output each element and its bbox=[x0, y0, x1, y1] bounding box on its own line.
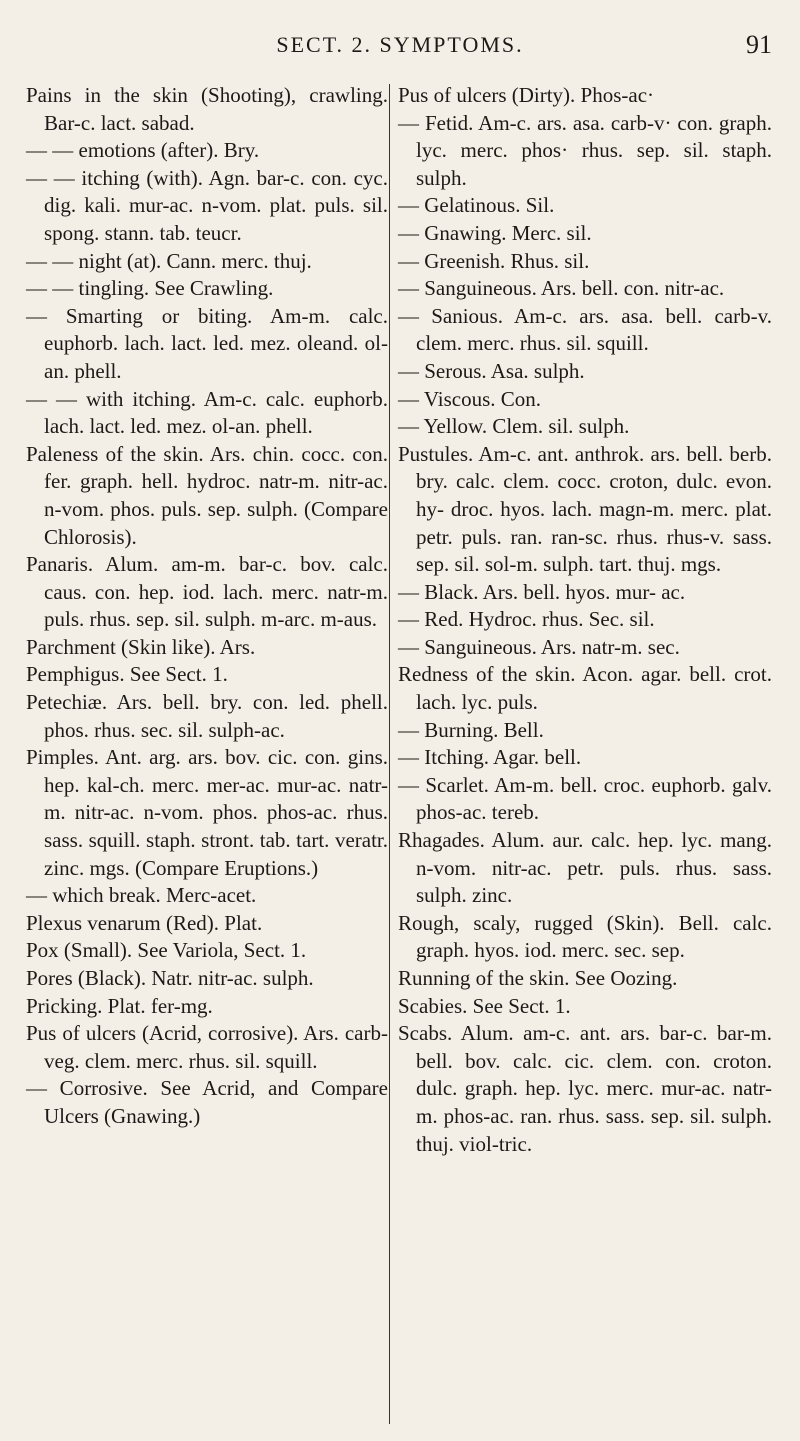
entry: — — itching (with). Agn. bar-c. con. cyc. dig. kali. mur-ac. n-vom. plat. puls. sil. spong. stann. tab. teucr. bbox=[26, 165, 388, 245]
column-divider bbox=[389, 84, 390, 1424]
entry: Scabs. Alum. am-c. ant. ars. bar-c. bar-m. bell. bov. calc. cic. clem. con. croton. dulc. graph. hep. lyc. merc. mur-ac. natr-m. phos-ac. ran. rhus. sass. sep. sil. sulph. thuj. viol-tric. bbox=[398, 1021, 772, 1156]
entry: — Gnawing. Merc. sil. bbox=[398, 220, 592, 245]
entry: Rough, scaly, rugged (Skin). Bell. calc. graph. hyos. iod. merc. sec. sep. bbox=[398, 910, 772, 963]
entry: — Gelatinous. Sil. bbox=[398, 193, 555, 218]
entry: Petechiæ. Ars. bell. bry. con. led. phell. phos. rhus. sec. sil. sulph-ac. bbox=[26, 690, 388, 742]
running-head: SECT. 2. SYMPTOMS. bbox=[276, 32, 524, 57]
entry: — which break. Merc-acet. bbox=[26, 883, 257, 908]
entry: — Black. Ars. bell. hyos. mur- ac. bbox=[398, 579, 686, 604]
entry: Pox (Small). See Variola, Sect. 1. bbox=[26, 938, 307, 963]
entry: Panaris. Alum. am-m. bar-c. bov. calc. caus. con. hep. iod. lach. merc. natr-m. puls. rhus. sep. sil. sulph. m-arc. m-aus. bbox=[26, 552, 388, 632]
entry: — — with itching. Am-c. calc. euphorb. lach. lact. led. mez. ol-an. phell. bbox=[26, 386, 388, 439]
entry: — — tingling. See Crawling. bbox=[26, 276, 274, 301]
entry: — Burning. Bell. bbox=[398, 717, 544, 742]
entry: Pores (Black). Natr. nitr-ac. sulph. bbox=[26, 966, 314, 990]
entry: Parchment (Skin like). Ars. bbox=[26, 634, 256, 659]
entry: Scabies. See Sect. 1. bbox=[398, 993, 571, 1018]
entry: — Sanguineous. Ars. bell. con. nitr-ac. bbox=[398, 276, 725, 301]
page-header bbox=[0, 28, 800, 68]
entry: — Corrosive. See Acrid, and Compare Ulcers (Gnawing.) bbox=[26, 1076, 388, 1128]
entry: Rhagades. Alum. aur. calc. hep. lyc. mang. n-vom. nitr-ac. petr. puls. rhus. sass. sulph. zinc. bbox=[398, 828, 772, 908]
entry: Pus of ulcers (Acrid, corrosive). Ars. carb-veg. clem. merc. rhus. sil. squill. bbox=[26, 1021, 388, 1073]
entry: — Itching. Agar. bell. bbox=[398, 745, 582, 770]
entry: Pemphigus. See Sect. 1. bbox=[26, 662, 228, 687]
entry: — Yellow. Clem. sil. sulph. bbox=[398, 414, 630, 439]
entry: Running of the skin. See Oozing. bbox=[398, 966, 678, 990]
entry: — Sanguineous. Ars. natr-m. sec. bbox=[398, 634, 680, 659]
entry: Pus of ulcers (Dirty). Phos-ac· bbox=[398, 83, 655, 107]
entry: — Red. Hydroc. rhus. Sec. sil. bbox=[398, 607, 655, 632]
entry: — Sanious. Am-c. ars. asa. bell. carb-v. clem. merc. rhus. sil. squill. bbox=[398, 303, 772, 356]
entry: — — emotions (after). Bry. bbox=[26, 138, 260, 163]
entry: Redness of the skin. Acon. agar. bell. crot. lach. lyc. puls. bbox=[398, 662, 772, 715]
entry: Pricking. Plat. fer-mg. bbox=[26, 993, 213, 1018]
entry: Pains in the skin (Shooting), crawling. Bar-c. lact. sabad. bbox=[26, 83, 388, 135]
left-column bbox=[26, 82, 388, 1131]
entry: — Serous. Asa. sulph. bbox=[398, 358, 585, 383]
entry: Paleness of the skin. Ars. chin. cocc. con. fer. graph. hell. hydroc. natr-m. nitr-ac. n-vom. phos. puls. sep. sulph. (Compare Chlorosis). bbox=[26, 441, 388, 549]
entry: — Smarting or biting. Am-m. calc. euphorb. lach. lact. led. mez. oleand. ol-an. phell. bbox=[26, 303, 388, 383]
entry: — Viscous. Con. bbox=[398, 386, 542, 411]
entry: — — night (at). Cann. merc. thuj. bbox=[26, 248, 312, 273]
entry: Pimples. Ant. arg. ars. bov. cic. con. gins. hep. kal-ch. merc. mer-ac. mur-ac. natr-m. nitr-ac. n-vom. phos. phos-ac. rhus. sass. squill. staph. stront. tab. tart. veratr. zinc. mgs. (Compare Eruptions.) bbox=[26, 745, 388, 880]
right-column bbox=[398, 82, 772, 1158]
entry: — Greenish. Rhus. sil. bbox=[398, 248, 590, 273]
entry: — Fetid. Am-c. ars. asa. carb-v· con. graph. lyc. merc. phos· rhus. sep. sil. staph. sulph. bbox=[398, 110, 772, 190]
entry: — Scarlet. Am-m. bell. croc. euphorb. galv. phos-ac. tereb. bbox=[398, 772, 772, 825]
entry: Plexus venarum (Red). Plat. bbox=[26, 910, 263, 935]
entry: Pustules. Am-c. ant. anthrok. ars. bell. berb. bry. calc. clem. cocc. croton, dulc. evon. hy- droc. hyos. lach. magn-m. merc. plat. petr. puls. ran. ran-sc. rhus. rhus-v. sass. sep. sil. sol-m. sulph. tart. thuj. mgs. bbox=[398, 441, 772, 577]
page-number: 91 bbox=[746, 30, 772, 59]
